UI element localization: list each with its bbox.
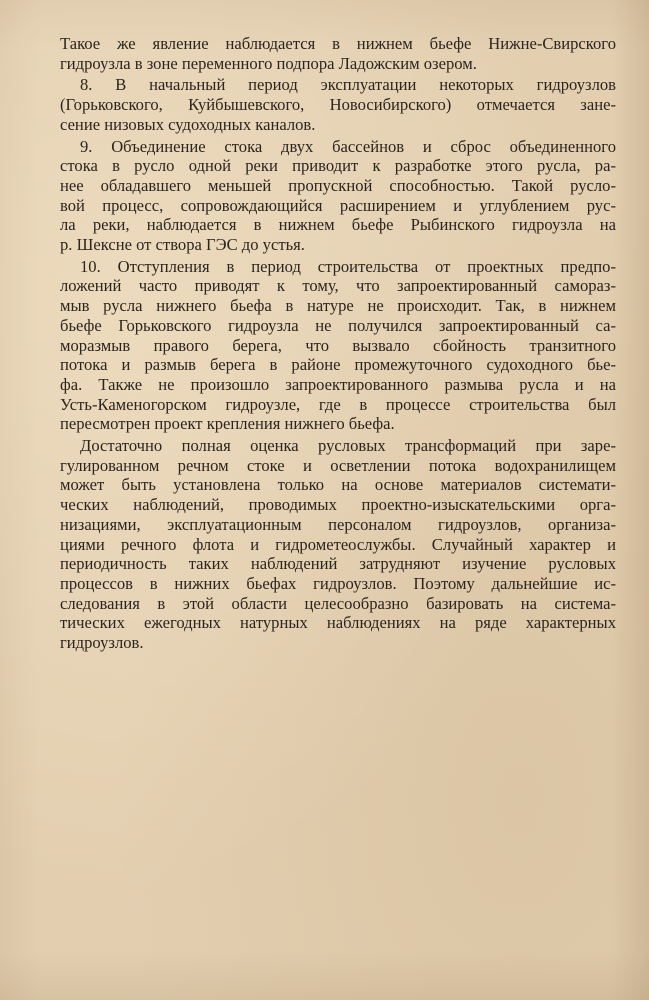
- text-line: Достаточно полная оценка русловых трансформаций при заре-: [80, 436, 616, 456]
- text-line: Усть-Каменогорском гидроузле, где в процессе строительства был: [60, 394, 616, 414]
- text-line: вой процесс, сопровождающийся расширением и углублением рус-: [60, 195, 616, 215]
- page-body: [60, 34, 616, 655]
- text-line: ческих наблюдений, проводимых проектно-изыскательскими орга-: [60, 495, 616, 515]
- text-line: ла реки, наблюдается в нижнем бьефе Рыбинского гидроузла на: [60, 215, 616, 235]
- text-line: Такое же явление наблюдается в нижнем бьефе Нижне-Свирского: [60, 34, 616, 53]
- paragraph-item-10: [60, 257, 616, 434]
- text-line: периодичность таких наблюдений затрудняют изучение русловых: [60, 554, 616, 574]
- text-line: нее обладавшего меньшей пропускной способностью. Такой русло-: [60, 175, 616, 195]
- paragraph-item-9: [60, 137, 616, 255]
- text-line: ложений часто приводят к тому, что запроектированный самораз-: [60, 276, 616, 296]
- text-line: 10. Отступления в период строительства от проектных предпо-: [80, 256, 616, 276]
- text-line: процессов в нижних бьефах гидроузлов. Поэтому дальнейшие ис-: [60, 573, 616, 593]
- text-line: может быть установлена только на основе материалов системати-: [60, 475, 616, 495]
- text-line: следования в этой области целесообразно базировать на система-: [60, 593, 616, 613]
- text-line: сение низовых судоходных каналов.: [60, 114, 316, 134]
- text-line: мыв русла нижнего бьефа в натуре не происходит. Так, в нижнем: [60, 296, 616, 316]
- text-line: стока в русло одной реки приводит к разработке этого русла, ра-: [60, 156, 616, 176]
- text-line: 9. Объединение стока двух бассейнов и сброс объединенного: [80, 136, 616, 156]
- text-line: (Горьковского, Куйбышевского, Новосибирского) отмечается зане-: [60, 95, 616, 115]
- text-line: бьефе Горьковского гидроузла не получился запроектированный са-: [60, 315, 616, 335]
- text-line: моразмыв правого берега, что вызвало сбойность транзитного: [60, 335, 616, 355]
- text-line: циями речного флота и гидрометеослужбы. Случайный характер и: [60, 534, 616, 554]
- text-line: фа. Также не произошло запроектированного размыва русла и на: [60, 374, 616, 394]
- text-line: гидроузла в зоне переменного подпора Ладожским озером.: [60, 53, 477, 73]
- text-line: гидроузлов.: [60, 633, 144, 653]
- paragraph-conclusion: [60, 436, 616, 653]
- paragraph-item-8: [60, 75, 616, 134]
- text-line: 8. В начальный период эксплуатации некоторых гидроузлов: [80, 75, 616, 95]
- text-line: низациями, эксплуатационным персоналом гидроузлов, организа-: [60, 514, 616, 534]
- text-line: р. Шексне от створа ГЭС до устья.: [60, 235, 305, 255]
- text-line: тических ежегодных натурных наблюдениях на ряде характерных: [60, 613, 616, 633]
- text-line: пересмотрен проект крепления нижнего бьефа.: [60, 414, 395, 434]
- text-line: гулированном речном стоке и осветлении потока водохранилищем: [60, 455, 616, 475]
- text-line: потока и размыв берега в районе промежуточного судоходного бье-: [60, 355, 616, 375]
- paragraph-continuation: [60, 34, 616, 73]
